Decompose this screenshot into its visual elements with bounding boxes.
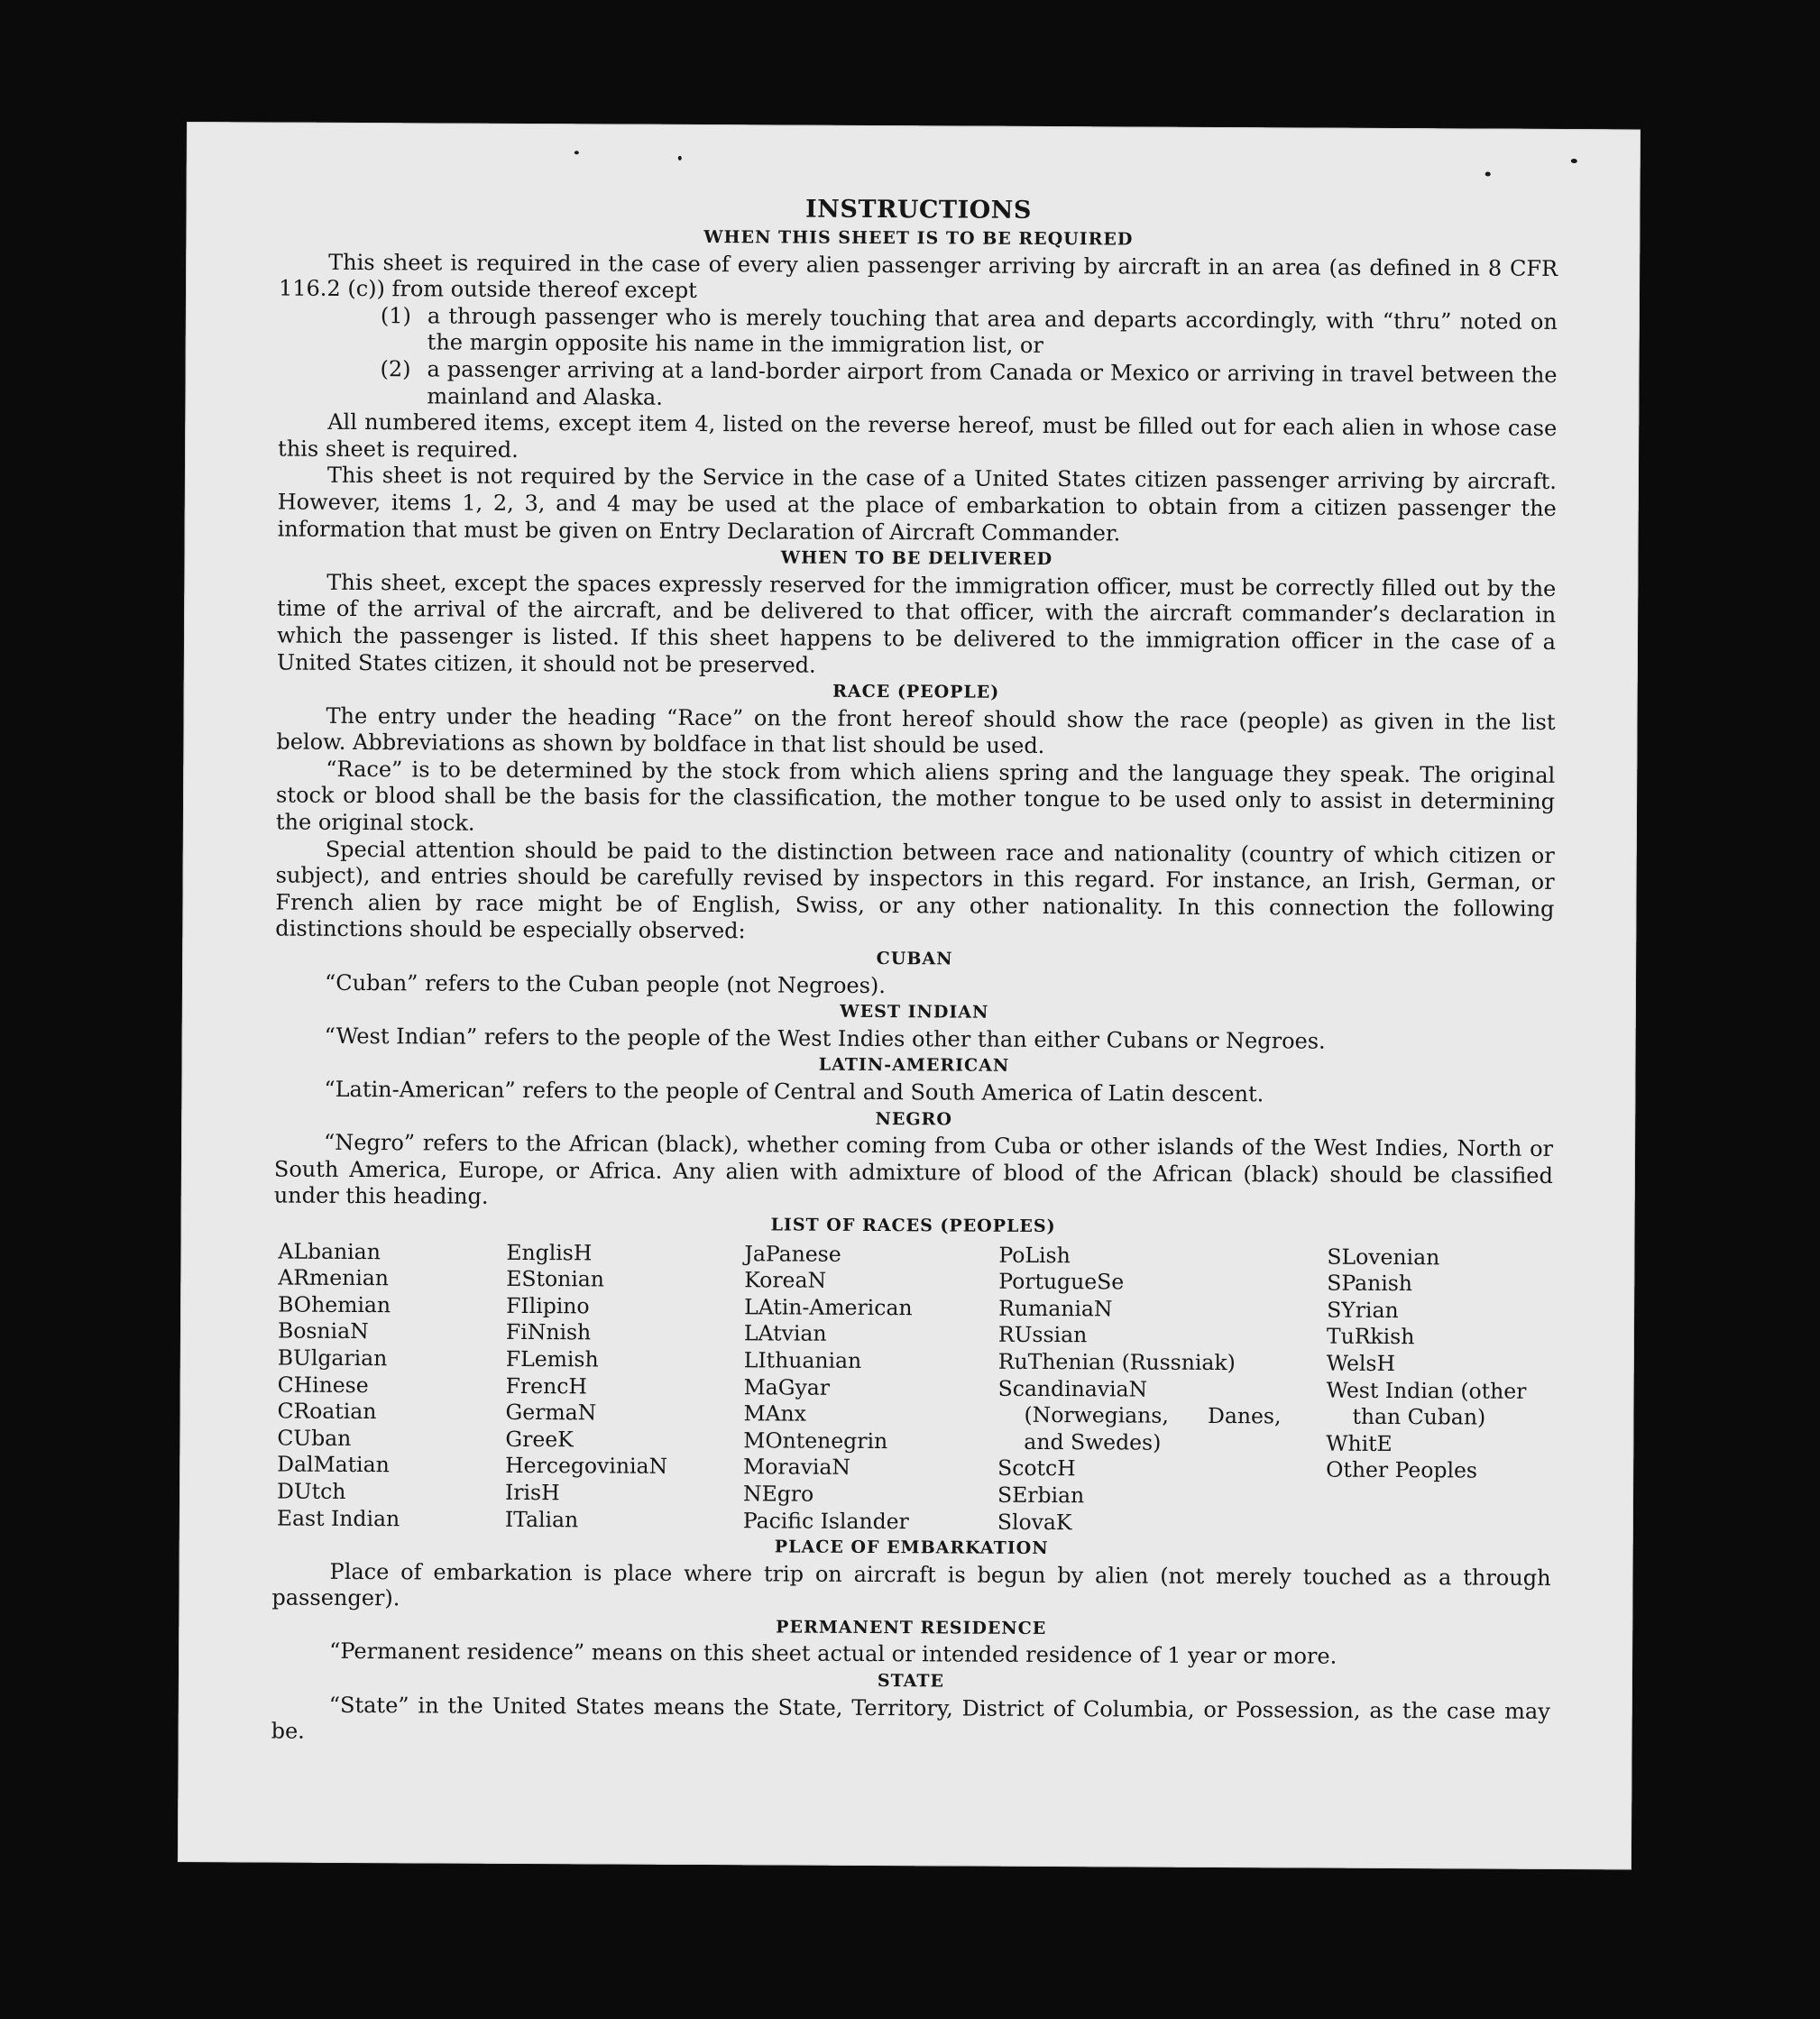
- race-item: HercegoviniaN: [505, 1453, 668, 1480]
- race-item: BosniaN: [277, 1317, 369, 1344]
- heading-when-required: WHEN THIS SHEET IS TO BE REQUIRED: [703, 227, 1134, 250]
- page-title: INSTRUCTIONS: [805, 195, 1032, 225]
- race-item: EStonian: [506, 1266, 605, 1292]
- race-item: FIlipino: [506, 1292, 590, 1319]
- heading-state: STATE: [877, 1671, 945, 1692]
- races-list: [272, 1238, 1553, 1538]
- race-item: PortugueSe: [998, 1268, 1125, 1295]
- race-item: EnglisH: [506, 1239, 593, 1265]
- race-item: IrisH: [504, 1479, 560, 1506]
- paragraph-west-indian: “West Indian” refers to the people of the West Indies other than either Cubans or Negroes.: [324, 1023, 1326, 1054]
- race-item: BOhemian: [278, 1291, 391, 1317]
- race-item: RUssian: [997, 1322, 1088, 1348]
- heading-latin-american: LATIN-AMERICAN: [818, 1055, 1010, 1077]
- race-item: SPanish: [1327, 1270, 1413, 1297]
- race-item: CUban: [277, 1425, 352, 1451]
- race-item: LAtin-American: [744, 1294, 913, 1320]
- race-item: East Indian: [276, 1505, 400, 1531]
- print-speck: [1485, 172, 1491, 177]
- paragraph-citizen-passenger: This sheet is not required by the Service in the case of a United States citizen passenger arriving by aircraft. However, items 1, 2, 3, and 4 may be used at the place of embarkation to obtain from a citizen passenger the information that must be given on Entry Declaration of Aircraft Commander.: [277, 463, 1558, 546]
- race-item: SErbian: [997, 1482, 1085, 1509]
- races-column-1: [277, 1238, 507, 1533]
- races-column-2: [505, 1239, 745, 1534]
- race-item: SLovenian: [1327, 1244, 1440, 1270]
- races-column-5: [1326, 1244, 1558, 1538]
- exception-item-1: [279, 302, 1558, 363]
- print-speck: [1571, 159, 1577, 163]
- print-speck: [678, 156, 682, 161]
- paragraph-race-3: Special attention should be paid to the distinction between race and nationality (country of which citizen or subject), and entries should be carefully revised by inspectors in this regard. For instance, an Irish, German, or French alien by race might be of English, Swiss, or any other nationality. In this connection the following distinctions should be especially observed:: [275, 836, 1555, 944]
- race-item: LAtvian: [743, 1320, 827, 1347]
- race-item: MAnx: [743, 1400, 807, 1427]
- races-column-3: [743, 1241, 999, 1536]
- race-item: RumaniaN: [998, 1295, 1113, 1322]
- heading-negro: NEGRO: [875, 1108, 952, 1130]
- race-item: CRoatian: [277, 1398, 377, 1425]
- paragraph-residence: “Permanent residence” means on this sheet actual or intended residence of 1 year or more.: [329, 1638, 1337, 1670]
- race-item: MOntenegrin: [743, 1427, 888, 1454]
- print-speck: [574, 151, 579, 154]
- heading-list-of-races: LIST OF RACES (PEOPLES): [770, 1215, 1056, 1237]
- race-item: MaGyar: [743, 1373, 831, 1400]
- heading-permanent-residence: PERMANENT RESIDENCE: [776, 1617, 1047, 1638]
- heading-cuban: CUBAN: [876, 949, 953, 969]
- instructions-body: [271, 192, 1558, 1752]
- race-item: RuThenian (Russniak): [997, 1348, 1236, 1376]
- exception-number: (2): [380, 356, 411, 382]
- race-item: KoreaN: [744, 1267, 827, 1293]
- race-item: ARmenian: [278, 1264, 390, 1291]
- paragraph-numbered-items: All numbered items, except item 4, listed on the reverse hereof, must be filled out for each alien in whose case this sheet is required.: [278, 408, 1558, 463]
- race-item: BUlgarian: [277, 1344, 388, 1372]
- race-item: West Indian (other than Cuban): [1326, 1377, 1527, 1430]
- race-item: WelsH: [1326, 1350, 1396, 1376]
- exception-item-2: [278, 356, 1557, 417]
- heading-when-delivered: WHEN TO BE DELIVERED: [780, 547, 1053, 570]
- exception-text: a passenger arriving at a land-border airport from Canada or Mexico or arriving in travel between the mainland and Alaska.: [427, 356, 1558, 410]
- race-item: FLemish: [505, 1345, 599, 1372]
- exception-text: a through passenger who is merely touching that area and departs accordingly, with “thru” noted on the margin opposite his name in the immigration list, or: [427, 303, 1558, 359]
- race-item: JaPanese: [744, 1240, 841, 1267]
- exception-number: (1): [380, 302, 411, 329]
- race-item: ITalian: [504, 1506, 579, 1532]
- race-item: NEgro: [742, 1481, 814, 1507]
- race-item: ScotcH: [997, 1455, 1076, 1482]
- race-item: ScandinaviaN (Norwegians, Danes, and Swedes): [997, 1375, 1282, 1455]
- race-item: FiNnish: [505, 1319, 592, 1345]
- race-item: Pacific Islander: [742, 1507, 909, 1534]
- race-item: ALbanian: [278, 1238, 381, 1264]
- race-item: DalMatian: [277, 1451, 390, 1478]
- race-item: PoLish: [998, 1242, 1071, 1268]
- race-item: LIthuanian: [743, 1347, 862, 1373]
- paragraph-negro: “Negro” refers to the African (black), whether coming from Cuba or other islands of the West Indies, North or South America, Europe, or Africa. Any alien with admixture of blood of the African (black) should be classified under this heading.: [273, 1129, 1554, 1210]
- races-column-4: [997, 1242, 1328, 1537]
- paragraph-latin-american: “Latin-American” refers to the people of Central and South America of Latin descent.: [324, 1076, 1264, 1107]
- race-item: DUtch: [276, 1478, 346, 1504]
- paragraph-embarkation: Place of embarkation is place where trip on aircraft is begun by alien (not merely touched as a through passenger).: [271, 1558, 1551, 1611]
- race-item: SlovaK: [997, 1509, 1072, 1535]
- document-page: [178, 122, 1641, 1869]
- paragraph-race-2: “Race” is to be determined by the stock from which aliens spring and the language they speak. The original stock or blood shall be the basis for the classification, the mother tongue to be used only to assist in determining the original stock.: [275, 756, 1556, 836]
- race-item: GermaN: [505, 1399, 597, 1426]
- race-item: TuRkish: [1326, 1323, 1415, 1350]
- race-item: FrencH: [505, 1372, 587, 1399]
- paragraph-state: “State” in the United States means the State, Territory, District of Columbia, or Possession, as the case may be.: [271, 1692, 1550, 1744]
- race-item: Other Peoples: [1326, 1456, 1478, 1483]
- race-item: WhitE: [1326, 1430, 1393, 1456]
- paragraph-required-intro: This sheet is required in the case of every alien passenger arriving by aircraft in an area (as defined in 8 CFR 116.2 (c)) from outside thereof except: [278, 249, 1558, 304]
- race-item: SYrian: [1327, 1297, 1399, 1323]
- heading-west-indian: WEST INDIAN: [840, 1002, 989, 1023]
- race-item: GreeK: [505, 1426, 574, 1452]
- race-item: MoraviaN: [743, 1454, 851, 1481]
- race-item: CHinese: [277, 1372, 369, 1398]
- paragraph-race-1: The entry under the heading “Race” on the front hereof should show the race (people) as given in the list below. Abbreviations as shown by boldface in that list should be used.: [276, 702, 1556, 759]
- heading-place-of-embarkation: PLACE OF EMBARKATION: [774, 1537, 1049, 1559]
- paragraph-delivered: This sheet, except the spaces expressly reserved for the immigration officer, must be correctly filled out by the time of the arrival of the aircraft, and be delivered to that officer, with the aircraft commander’s declaration in which the passenger is listed. If this sheet happens to be delivered to the immigration officer in the case of a United States citizen, it should not be preserved.: [276, 569, 1557, 678]
- heading-race: RACE (PEOPLE): [832, 681, 1000, 702]
- paragraph-cuban: “Cuban” refers to the Cuban people (not Negroes).: [324, 969, 887, 998]
